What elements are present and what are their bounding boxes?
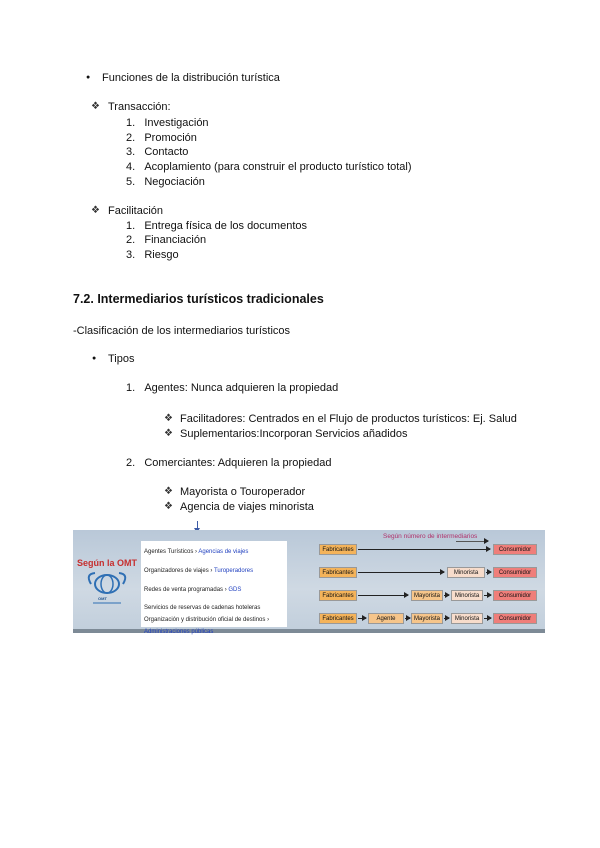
box-fabricantes: Fabricantes (319, 567, 357, 578)
box-minorista: Minorista (447, 567, 485, 578)
box-consumidor: Consumidor (493, 613, 537, 624)
diamond-bullet-icon: ❖ (164, 428, 173, 439)
diamond-bullet-icon: ❖ (164, 486, 173, 497)
list-item: 3. Contacto (126, 146, 189, 158)
panel-line: Servicios de reservas de cadenas hoteleras (144, 605, 261, 611)
box-mayorista: Mayorista (411, 613, 443, 624)
diamond-bullet-icon: ❖ (91, 205, 100, 216)
agentes-item: Facilitadores: Centrados en el Flujo de productos turísticos: Ej. Salud (180, 413, 517, 425)
facilitacion-title: Facilitación (108, 205, 164, 217)
box-minorista: Minorista (451, 613, 483, 624)
box-minorista: Minorista (451, 590, 483, 601)
tipos-label: Tipos (108, 353, 135, 365)
flow-title: Según número de intermediarios (383, 533, 478, 540)
list-item: 2. Promoción (126, 132, 197, 144)
box-agente: Agente (368, 613, 404, 624)
list-item: 5. Negociación (126, 176, 205, 188)
list-item-agentes: 1. Agentes: Nunca adquieren la propiedad (126, 382, 339, 394)
functions-bullet-text: Funciones de la distribución turística (102, 72, 280, 84)
box-fabricantes: Fabricantes (319, 613, 357, 624)
diamond-bullet-icon: ❖ (164, 413, 173, 424)
tipos-bullet (108, 353, 135, 365)
intermediaries-figure (73, 530, 545, 633)
flow-arrow (484, 595, 491, 596)
transaccion-title: Transacción: (108, 101, 171, 113)
diamond-bullet-icon: ❖ (91, 101, 100, 112)
list-item-comerciantes: 2. Comerciantes: Adquieren la propiedad (126, 457, 332, 469)
flow-title-arrow (456, 541, 488, 542)
panel-line: Agentes Turísticos › Agencias de viajes (144, 549, 249, 555)
flow-arrow (444, 595, 449, 596)
flow-arrow (486, 572, 491, 573)
flow-arrow (358, 618, 366, 619)
panel-line: Redes de venta programadas › GDS (144, 587, 242, 593)
box-consumidor: Consumidor (493, 567, 537, 578)
omt-logo-text: OMT (98, 596, 107, 601)
section-subtitle: -Clasificación de los intermediarios turísticos (73, 325, 291, 337)
flow-arrow (358, 572, 444, 573)
comerciantes-item: Mayorista o Touroperador (180, 486, 306, 498)
comerciantes-item: Agencia de viajes minorista (180, 501, 314, 513)
box-fabricantes: Fabricantes (319, 544, 357, 555)
flow-arrow (358, 595, 408, 596)
section-heading: 7.2. Intermediarios turísticos tradicionales (73, 292, 324, 306)
list-item: 2. Financiación (126, 234, 207, 246)
agentes-item: Suplementarios:Incorporan Servicios añadidos (180, 428, 408, 440)
flow-arrow (484, 618, 491, 619)
diamond-bullet-icon: ❖ (164, 501, 173, 512)
list-item: 3. Riesgo (126, 249, 179, 261)
agents-panel (141, 541, 287, 635)
list-item: 1. Investigación (126, 117, 209, 129)
list-item: 4. Acoplamiento (para construir el producto turístico total) (126, 161, 412, 173)
functions-bullet (102, 72, 280, 84)
flow-arrow (444, 618, 449, 619)
box-consumidor: Consumidor (493, 590, 537, 601)
panel-line: Organizadores de viajes › Turoperadores (144, 568, 254, 574)
omt-logo-icon (85, 570, 129, 606)
list-item: 1. Entrega física de los documentos (126, 220, 307, 232)
flow-arrow (405, 618, 410, 619)
box-consumidor: Consumidor (493, 544, 537, 555)
omt-title: Según la OMT (77, 558, 138, 568)
panel-line: Organización y distribución oficial de destinos › (144, 617, 270, 623)
down-arrow-icon (197, 521, 198, 530)
box-fabricantes: Fabricantes (319, 590, 357, 601)
flow-arrow (358, 549, 490, 550)
panel-line: Administraciones públicas (144, 629, 214, 635)
box-mayorista: Mayorista (411, 590, 443, 601)
